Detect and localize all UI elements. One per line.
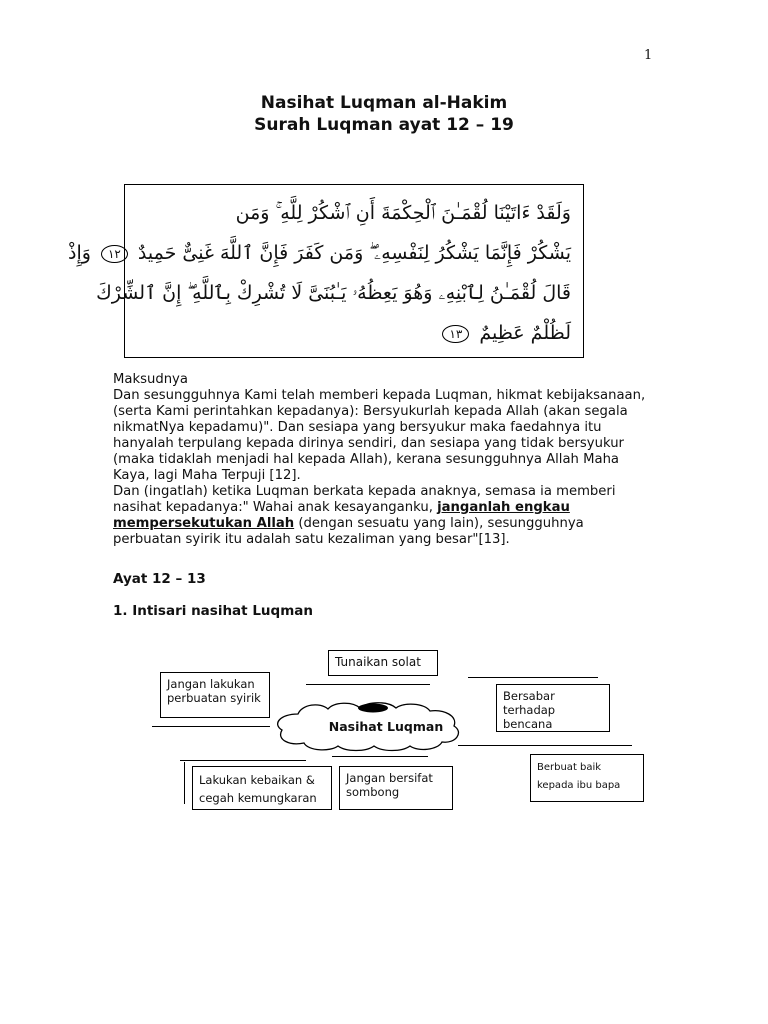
- box-label: Jangan lakukan perbuatan syirik: [167, 677, 261, 705]
- para2-after: (dengan sesuatu yang lain), sesungguhnya perbuatan syirik itu adalah satu kezaliman yang besar"[13].: [113, 516, 584, 547]
- para2-emphasis: janganlah engkau mempersekutukan Allah: [113, 500, 570, 531]
- connector-line: [152, 726, 270, 727]
- page-number: 1: [644, 48, 653, 63]
- box-lakukan-kebaikan: [192, 766, 332, 810]
- arabic-line-3: قَالَ لُقْمَـٰنُ لِٱبْنِهِۦ وَهُوَ يَعِظُهُۥ يَـٰبُنَىَّ لَا تُشْرِكْ بِٱللَّهِ ۖ إِنَّ ٱلشِّرْكَ: [96, 282, 571, 304]
- section-heading: 1. Intisari nasihat Luqman: [113, 603, 313, 619]
- arabic-line-2-text: يَشْكُرْ فَإِنَّمَا يَشْكُرُ لِنَفْسِهِۦ ۖ وَمَن كَفَرَ فَإِنَّ ٱللَّهَ غَنِىٌّ حَمِيدٌ: [137, 242, 571, 264]
- ayat-heading: Ayat 12 – 13: [113, 571, 206, 587]
- arabic-line-4-text: لَظُلْمٌ عَظِيمٌ: [479, 322, 571, 344]
- para2-before: Dan (ingatlah) ketika Luqman berkata kepada anaknya, semasa ia memberi nasihat kepadanya:" Wahai anak kesayanganku,: [113, 484, 616, 515]
- ayah-marker-12: ١٢: [101, 245, 128, 263]
- ayah-marker-13: ١٣: [442, 325, 469, 343]
- connector-line: [180, 760, 306, 761]
- box-label: Tunaikan solat: [335, 655, 421, 669]
- box-tunaikan-solat: [328, 650, 438, 676]
- title-line-2: Surah Luqman ayat 12 – 19: [254, 115, 514, 135]
- box-label: Jangan bersifat sombong: [346, 771, 433, 799]
- connector-line: [458, 745, 632, 746]
- box-jangan-syirik: [160, 672, 270, 718]
- title-line-1: Nasihat Luqman al-Hakim: [260, 93, 508, 113]
- cloud-top-icon: [356, 702, 390, 714]
- box-label: Berbuat baik kepada ibu bapa: [537, 762, 621, 791]
- maksud-label: Maksudnya: [113, 372, 188, 387]
- connector-line: [468, 677, 598, 678]
- box-label: Bersabar terhadap bencana: [503, 689, 556, 731]
- center-label: Nasihat Luqman: [328, 719, 444, 734]
- translation-para-1: Dan sesungguhnya Kami telah memberi kepada Luqman, hikmat kebijaksanaan, (serta Kami perintahkan kepadanya): Bersyukurlah kepada Allah (akan segala nikmatNya kepadamu)". Dan sesiapa yang bersyukur maka faedahnya itu hanyalah terpulang kepada dirinya sendiri, dan sesiapa yang tidak bersyukur (maka tidaklah menjadi hal kepada Allah), kerana sesungguhnya Allah Maha Kaya, lagi Maha Terpuji [12].: [113, 388, 646, 483]
- connector-line: [332, 756, 428, 757]
- connector-line: [306, 684, 430, 685]
- arabic-line-1: وَلَقَدْ ءَاتَيْنَا لُقْمَـٰنَ ٱلْحِكْمَةَ أَنِ ٱشْكُرْ لِلَّهِ ۚ وَمَن: [235, 202, 571, 224]
- connector-line: [184, 762, 185, 804]
- box-ibu-bapa: [530, 754, 644, 802]
- box-bersabar: [496, 684, 610, 732]
- box-label: Lakukan kebaikan & cegah kemungkaran: [199, 773, 317, 805]
- box-jangan-sombong: [339, 766, 453, 810]
- arabic-line-2-end: وَإِذْ: [68, 242, 91, 264]
